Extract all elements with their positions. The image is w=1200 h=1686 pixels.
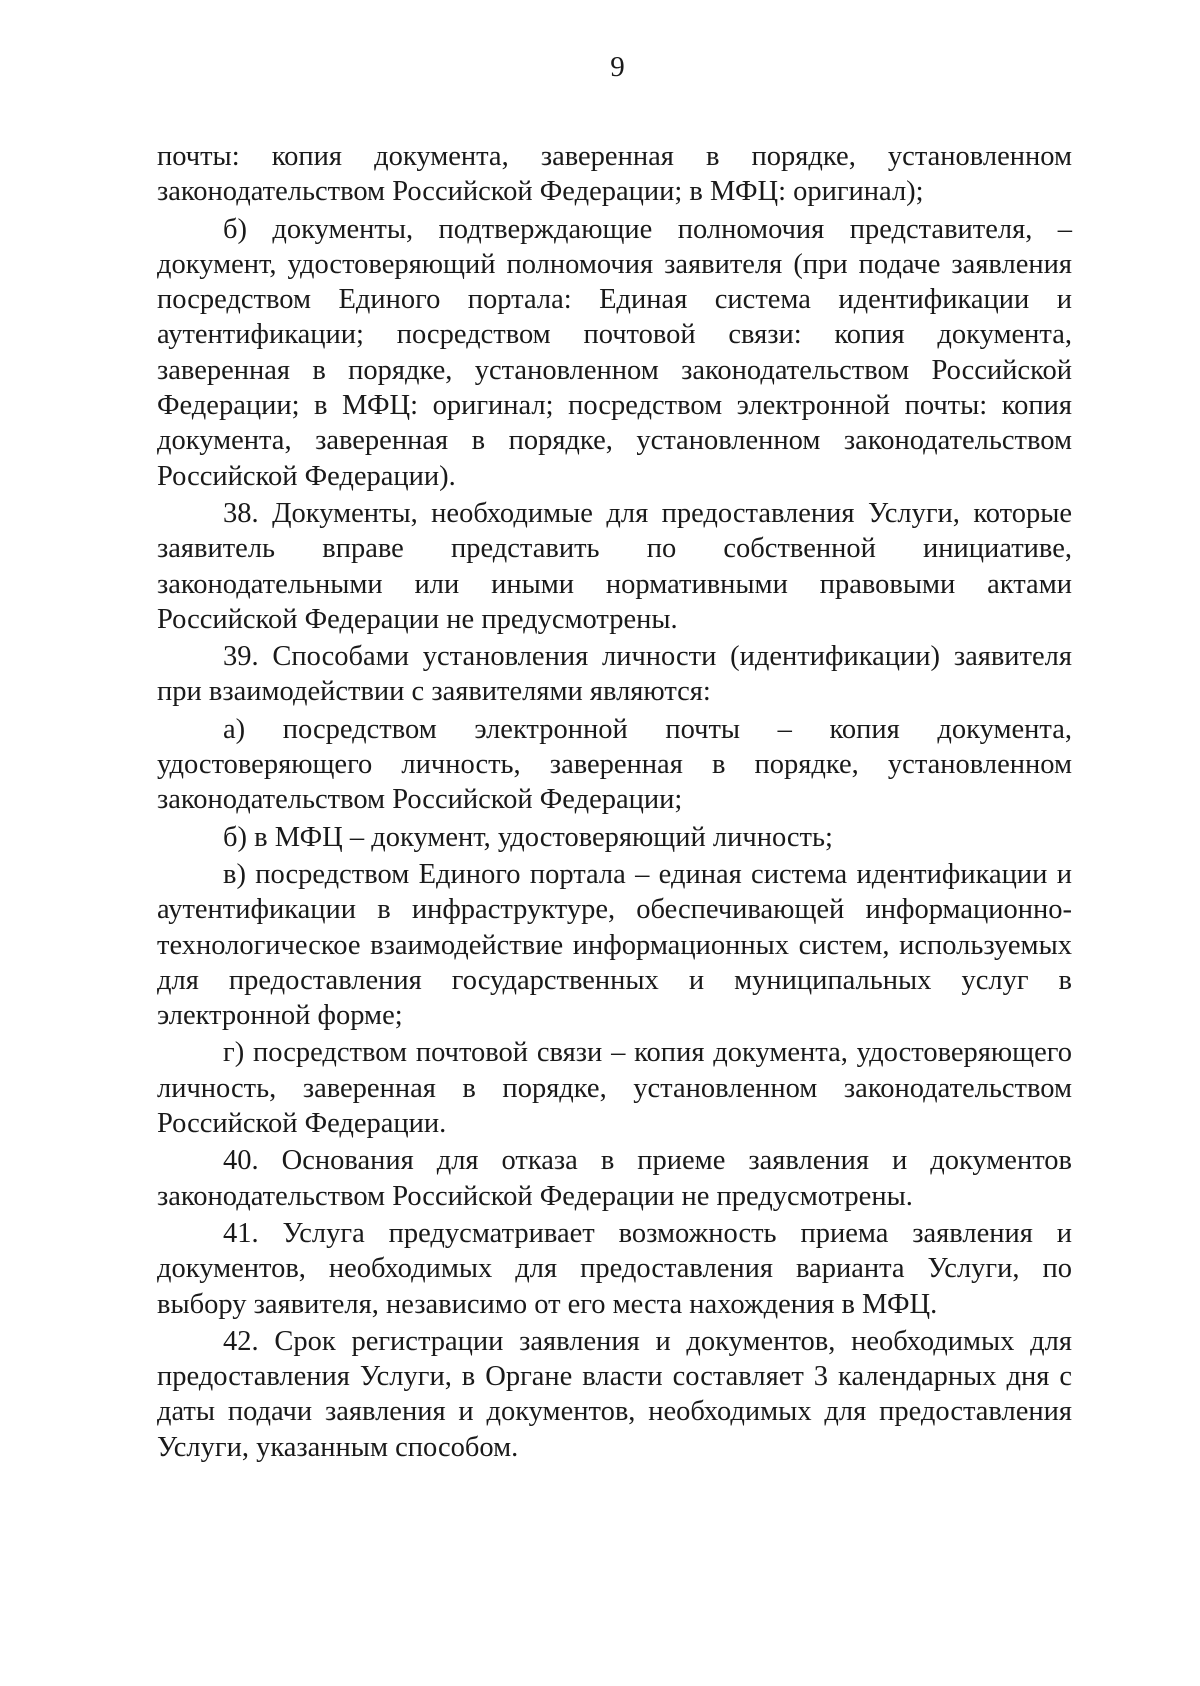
paragraph-continuation: почты: копия документа, заверенная в порядке, установленном законодательством Российской Федерации; в МФЦ: оригинал);	[157, 141, 1072, 208]
paragraph-42: 42. Срок регистрации заявления и документов, необходимых для предоставления Услуги, в Органе власти составляет 3 календарных дня с даты подачи заявления и документов, необходимых для предоставления Услуги, указанным способом.	[157, 1325, 1072, 1463]
paragraph-39-item-g: г) посредством почтовой связи – копия документа, удостоверяющего личность, заверенная в порядке, установленном законодательством Российской Федерации.	[157, 1037, 1072, 1140]
paragraph-40: 40. Основания для отказа в приеме заявления и документов законодательством Российской Федерации не предусмотрены.	[157, 1145, 1072, 1212]
paragraph-39-item-b: б) в МФЦ – документ, удостоверяющий личность;	[223, 821, 833, 853]
paragraph-41: 41. Услуга предусматривает возможность приема заявления и документов, необходимых для предоставления варианта Услуги, по выбору заявителя, независимо от его места нахождения в МФЦ.	[157, 1217, 1072, 1320]
paragraph-39-item-v: в) посредством Единого портала – единая система идентификации и аутентификации в инфраструктуре, обеспечивающей информационно-технологическое взаимодействие информационных систем, используемых для предоставления государственных и муниципальных услуг в электронной форме;	[157, 858, 1072, 1032]
paragraph-38: 38. Документы, необходимые для предоставления Услуги, которые заявитель вправе представить по собственной инициативе, законодательными или иными нормативными правовыми актами Российской Федерации не предусмотрены.	[157, 497, 1072, 635]
paragraph-39-item-a: а) посредством электронной почты – копия документа, удостоверяющего личность, заверенная в порядке, установленном законодательством Российской Федерации;	[157, 713, 1072, 816]
paragraph-39: 39. Способами установления личности (идентификации) заявителя при взаимодействии с заявителями являются:	[157, 641, 1072, 708]
page-number: 9	[610, 51, 625, 83]
document-body	[157, 139, 1072, 1465]
paragraph-item-b: б) документы, подтверждающие полномочия представителя, – документ, удостоверяющий полномочия заявителя (при подаче заявления посредством Единого портала: Единая система идентификации и аутентификации; посредством почтовой связи: копия документа, заверенная в порядке, установленном законодательством Российской Федерации; в МФЦ: оригинал; посредством электронной почты: копия документа, заверенная в порядке, установленном законодательством Российской Федерации).	[157, 213, 1072, 492]
